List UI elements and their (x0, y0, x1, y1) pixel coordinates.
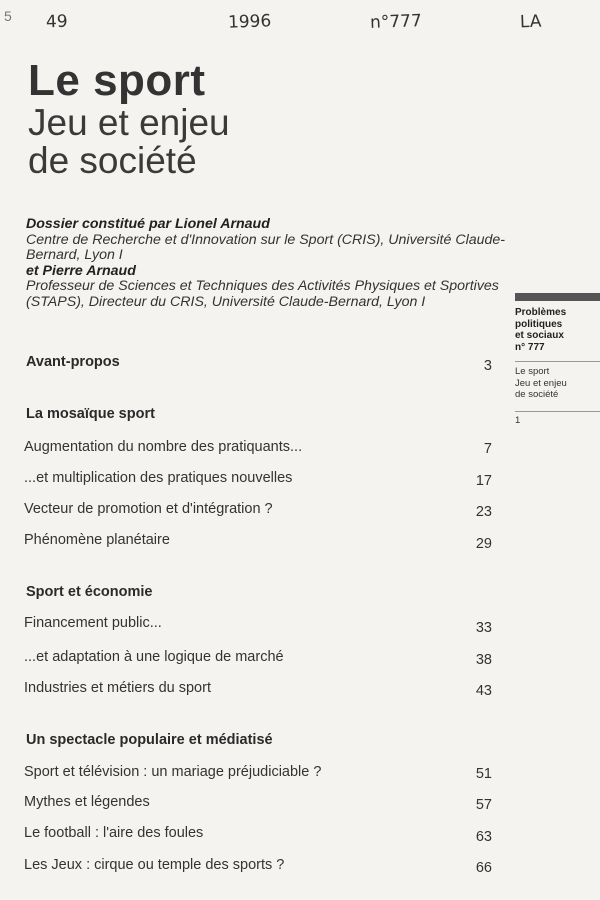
toc-entry: Mythes et légendes (24, 794, 150, 810)
affiliation-2: Professeur de Sciences et Techniques des Activités Physiques et Sportives (STAPS), Directeur du CRIS, Université Claude-Bernard, Lyon I (26, 278, 499, 310)
subtitle-line-2: de société (28, 140, 197, 181)
corner-mark: 5 (4, 8, 12, 24)
subject-line-3: de société (515, 389, 559, 400)
toc-entry: Phénomène planétaire (24, 532, 170, 548)
toc-entry-page: 29 (475, 536, 492, 552)
toc-entry-page: 43 (475, 683, 492, 699)
toc-entry: Industries et métiers du sport (24, 680, 211, 696)
author-1: Dossier constitué par Lionel Arnaud (26, 216, 270, 232)
affiliation-1: Centre de Recherche et d'Innovation sur le Sport (CRIS), Université Claude-Bernard, Lyon I (26, 231, 506, 263)
series-line-1: Problèmes (515, 307, 567, 318)
toc-entry: ...et adaptation à une logique de marché (24, 649, 284, 665)
subject-line-2: Jeu et enjeu (515, 377, 567, 389)
toc-entry-page: 7 (483, 441, 492, 457)
toc-section-heading: Sport et économie (26, 584, 153, 600)
series-line-3: et sociaux (515, 330, 564, 341)
handwritten-issue: n°777 (369, 11, 423, 33)
subtitle-line-1: Jeu et enjeu (28, 102, 230, 143)
toc-entry: Les Jeux : cirque ou temple des sports ? (24, 857, 285, 873)
subject-line-1: Le sport (515, 366, 550, 377)
toc-entry-page: 63 (475, 829, 492, 845)
toc-entry-page: 23 (475, 504, 492, 520)
author-2: et Pierre Arnaud (26, 262, 136, 279)
toc-avant-propos-page: 3 (483, 358, 492, 374)
toc-entry: Financement public... (24, 615, 162, 631)
toc-entry-page: 57 (475, 797, 492, 813)
toc-entry: Sport et télévision : un mariage préjudiciable ? (24, 764, 322, 780)
sidebar-page-index: 1 (515, 411, 600, 426)
handwritten-number: 49 (45, 11, 68, 33)
toc-entry-page: 17 (475, 473, 492, 489)
toc-section-heading: Un spectacle populaire et médiatisé (26, 732, 273, 748)
toc-avant-propos: Avant-propos (26, 354, 120, 370)
toc-entry: Le football : l'aire des foules (24, 825, 204, 841)
toc-entry: Augmentation du nombre des pratiquants... (24, 439, 303, 455)
toc-entry-page: 66 (475, 860, 492, 876)
toc-entry: Vecteur de promotion et d'intégration ? (24, 501, 273, 517)
toc-section-heading: La mosaïque sport (26, 406, 155, 422)
handwritten-code: LA (519, 11, 542, 33)
handwritten-year: 1996 (227, 11, 272, 33)
toc-entry-page: 38 (475, 652, 492, 668)
series-issue: n° 777 (515, 341, 545, 353)
toc-entry-page: 51 (475, 766, 492, 782)
page-title: Le sport (28, 56, 206, 105)
toc-entry-page: 33 (475, 620, 492, 636)
series-line-2: politiques (515, 318, 563, 330)
toc-entry: ...et multiplication des pratiques nouvelles (24, 470, 293, 486)
